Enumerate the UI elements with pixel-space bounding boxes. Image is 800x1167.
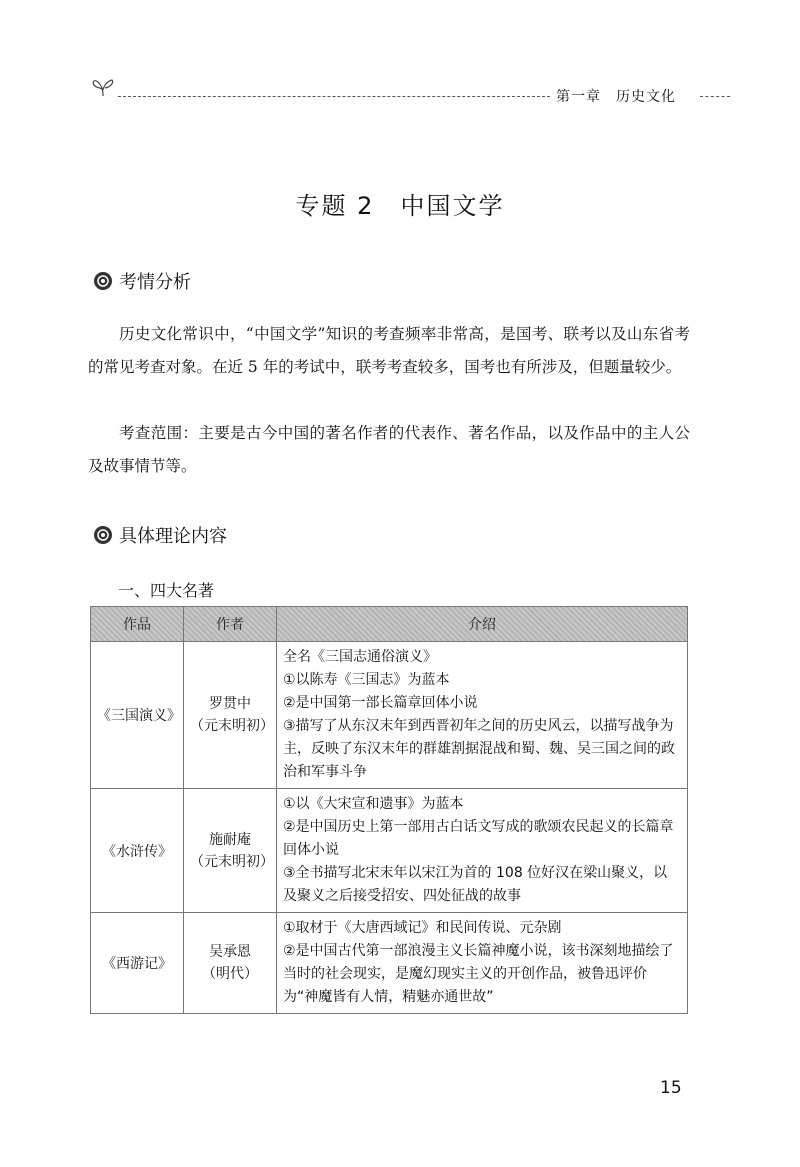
paragraph: 考查范围：主要是古今中国的著名作者的代表作、著名作品，以及作品中的主人公及故事情节等。	[88, 424, 690, 475]
intro-cell	[277, 913, 688, 1014]
author-cell	[184, 789, 277, 913]
intro-line: ③描写了从东汉末年到西晋初年之间的历史风云，以描写战争为主，反映了东汉末年的群雄割据混战和蜀、魏、吴三国之间的政治和军事斗争	[283, 718, 675, 780]
work-cell: 《西游记》	[91, 913, 184, 1014]
chapter-title: 第一章 历史文化	[556, 89, 676, 105]
subheading: 一、四大名著	[118, 581, 215, 600]
section-theory-heading	[93, 522, 227, 548]
table-row	[91, 789, 688, 913]
column-header: 作者	[184, 607, 277, 642]
section-heading-text: 具体理论内容	[119, 526, 227, 547]
header-rule	[118, 96, 550, 97]
intro-line: ②是中国第一部长篇章回体小说	[283, 695, 478, 711]
author-era: （元末明初）	[190, 718, 274, 734]
intro-cell	[277, 789, 688, 913]
table-row	[91, 913, 688, 1014]
four-classics-table	[90, 606, 688, 1014]
header-rule-right	[700, 96, 730, 97]
section-analysis-heading	[93, 268, 191, 294]
intro-line: ②是中国历史上第一部用古白话文写成的歌颂农民起义的长篇章回体小说	[283, 819, 674, 858]
author-era: （明代）	[202, 966, 258, 982]
table-row	[91, 642, 688, 789]
page-number: 15	[660, 1078, 682, 1098]
author-name: 罗贯中	[209, 696, 251, 712]
author-cell	[184, 913, 277, 1014]
sprout-icon	[90, 76, 116, 98]
intro-cell	[277, 642, 688, 789]
intro-line: 全名《三国志通俗演义》	[283, 649, 437, 665]
table-header-row	[91, 607, 688, 642]
intro-line: ②是中国古代第一部浪漫主义长篇神魔小说，该书深刻地描绘了当时的社会现实，是魔幻现实主义的开创作品，被鲁迅评价为“神魔皆有人情，精魅亦通世故”	[283, 943, 674, 1005]
author-name: 吴承恩	[209, 944, 251, 960]
author-era: （元末明初）	[190, 853, 274, 870]
work-cell: 《水浒传》	[91, 789, 184, 913]
intro-line: ①以陈寿《三国志》为蓝本	[283, 672, 450, 688]
page-header	[88, 72, 728, 112]
gear-flower-icon	[93, 525, 113, 545]
intro-line: ③全书描写北宋末年以宋江为首的 108 位好汉在梁山聚义，以及聚义之后接受招安、四处征战的故事	[283, 865, 668, 904]
gear-flower-icon	[93, 271, 113, 291]
author-cell	[184, 642, 277, 789]
intro-line: ①取材于《大唐西域记》和民间传说、元杂剧	[283, 920, 562, 936]
paragraph: 历史文化常识中，“中国文学”知识的考查频率非常高，是国考、联考以及山东省考的常见考查对象。在近 5 年的考试中，联考考查较多，国考也有所涉及，但题量较少。	[88, 325, 690, 376]
column-header: 介绍	[277, 607, 688, 642]
author-name: 施耐庵	[209, 831, 251, 848]
work-cell: 《三国演义》	[91, 642, 184, 789]
page-title: 专题 2 中国文学	[295, 192, 505, 220]
intro-line: ①以《大宋宣和遗事》为蓝本	[283, 796, 464, 812]
column-header: 作品	[91, 607, 184, 642]
section-heading-text: 考情分析	[119, 272, 191, 293]
